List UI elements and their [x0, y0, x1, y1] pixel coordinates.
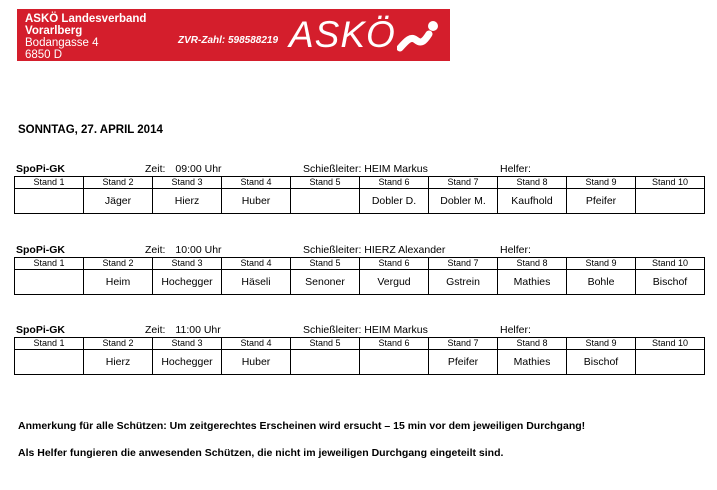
stand-table [14, 257, 705, 295]
shooter-cell: Heim [84, 270, 153, 295]
event-date: SONNTAG, 27. APRIL 2014 [18, 124, 163, 136]
session-time-label: Zeit: [145, 324, 166, 336]
stand-header-cell: Stand 8 [498, 258, 567, 270]
stand-header-cell: Stand 10 [636, 258, 705, 270]
stand-header-cell: Stand 7 [429, 338, 498, 350]
stand-header-cell: Stand 5 [291, 338, 360, 350]
shooter-cell: Mathies [498, 270, 567, 295]
stand-header-cell: Stand 10 [636, 177, 705, 189]
session-block [14, 324, 705, 375]
shooter-cell: Hochegger [153, 350, 222, 375]
stand-header-cell: Stand 5 [291, 177, 360, 189]
shooter-cell: Mathies [498, 350, 567, 375]
session-helper-label: Helfer: [500, 163, 531, 175]
shooter-cell: Hierz [84, 350, 153, 375]
org-region: Vorarlberg [25, 25, 83, 37]
stand-header-cell: Stand 1 [15, 177, 84, 189]
stand-header-row [15, 177, 705, 189]
stand-header-cell: Stand 4 [222, 258, 291, 270]
stand-header-cell: Stand 2 [84, 258, 153, 270]
stand-header-cell: Stand 9 [567, 258, 636, 270]
shooter-cell: Kaufhold [498, 189, 567, 214]
stand-header-cell: Stand 2 [84, 177, 153, 189]
org-city: 6850 D [25, 49, 63, 61]
session-time [145, 324, 221, 336]
session-range-officer: Schießleiter: HEIM Markus [303, 324, 428, 336]
shooter-cell [15, 350, 84, 375]
session-time [145, 163, 222, 175]
stand-header-row [15, 338, 705, 350]
stand-header-cell: Stand 9 [567, 338, 636, 350]
shooter-cell: Pfeifer [429, 350, 498, 375]
session-range-officer: Schießleiter: HIERZ Alexander [303, 244, 446, 256]
session-group: SpoPi-GK [16, 244, 65, 256]
stand-header-cell: Stand 9 [567, 177, 636, 189]
shooter-cell: Vergud [360, 270, 429, 295]
session-info [14, 324, 705, 337]
stand-header-cell: Stand 1 [15, 258, 84, 270]
stand-header-cell: Stand 6 [360, 338, 429, 350]
note-helpers: Als Helfer fungieren die anwesenden Schützen, die nicht im jeweiligen Durchgang eingeteilt sind. [18, 447, 504, 459]
session-block [14, 244, 705, 295]
session-time-value: 11:00 Uhr [175, 324, 221, 336]
session-time-value: 09:00 Uhr [175, 163, 222, 175]
shooter-cell: Bischof [636, 270, 705, 295]
shooter-cell [291, 350, 360, 375]
shooter-cell: Huber [222, 350, 291, 375]
stand-header-cell: Stand 1 [15, 338, 84, 350]
shooter-cell [636, 189, 705, 214]
shooter-row [15, 189, 705, 214]
stand-header-cell: Stand 2 [84, 338, 153, 350]
stand-header-cell: Stand 7 [429, 177, 498, 189]
shooter-cell: Häseli [222, 270, 291, 295]
shooter-cell [15, 270, 84, 295]
organization-address [25, 13, 146, 61]
session-time-label: Zeit: [145, 163, 166, 175]
session-time-label: Zeit: [145, 244, 166, 256]
shooter-cell: Pfeifer [567, 189, 636, 214]
shooter-cell: Senoner [291, 270, 360, 295]
stand-header-cell: Stand 8 [498, 338, 567, 350]
stand-table [14, 176, 705, 214]
zvr-number: ZVR-Zahl: 598588219 [178, 35, 279, 46]
shooter-cell [636, 350, 705, 375]
shooter-cell: Gstrein [429, 270, 498, 295]
stand-table [14, 337, 705, 375]
session-time-value: 10:00 Uhr [175, 244, 222, 256]
stand-header-cell: Stand 7 [429, 258, 498, 270]
stand-header-cell: Stand 5 [291, 258, 360, 270]
shooter-cell [360, 350, 429, 375]
note-arrival: Anmerkung für alle Schützen: Um zeitgerechtes Erscheinen wird ersucht – 15 min vor dem jeweiligen Durchgang! [18, 420, 586, 432]
stand-header-cell: Stand 3 [153, 338, 222, 350]
letterhead-banner [17, 9, 450, 61]
session-group: SpoPi-GK [16, 324, 65, 336]
session-block [14, 163, 705, 214]
stand-header-cell: Stand 6 [360, 177, 429, 189]
shooter-row [15, 350, 705, 375]
stand-header-row [15, 258, 705, 270]
session-group: SpoPi-GK [16, 163, 65, 175]
shooter-cell: Bischof [567, 350, 636, 375]
stand-header-cell: Stand 4 [222, 177, 291, 189]
stand-header-cell: Stand 8 [498, 177, 567, 189]
shooter-cell: Huber [222, 189, 291, 214]
logo-text: ASKÖ [289, 14, 396, 55]
shooter-cell [15, 189, 84, 214]
stand-header-cell: Stand 10 [636, 338, 705, 350]
shooter-cell: Jäger [84, 189, 153, 214]
org-name: ASKÖ Landesverband [25, 13, 147, 25]
session-info [14, 163, 705, 176]
stand-header-cell: Stand 3 [153, 258, 222, 270]
stand-header-cell: Stand 4 [222, 338, 291, 350]
shooter-cell: Hierz [153, 189, 222, 214]
session-time [145, 244, 222, 256]
session-range-officer: Schießleiter: HEIM Markus [303, 163, 428, 175]
stand-header-cell: Stand 3 [153, 177, 222, 189]
stand-header-cell: Stand 6 [360, 258, 429, 270]
shooter-cell: Dobler D. [360, 189, 429, 214]
shooter-cell: Dobler M. [429, 189, 498, 214]
shooter-cell: Bohle [567, 270, 636, 295]
session-helper-label: Helfer: [500, 244, 531, 256]
askoe-figure-icon [397, 18, 441, 54]
shooter-row [15, 270, 705, 295]
session-helper-label: Helfer: [500, 324, 531, 336]
session-info [14, 244, 705, 257]
shooter-cell: Hochegger [153, 270, 222, 295]
org-street: Bodangasse 4 [25, 37, 99, 49]
shooter-cell [291, 189, 360, 214]
